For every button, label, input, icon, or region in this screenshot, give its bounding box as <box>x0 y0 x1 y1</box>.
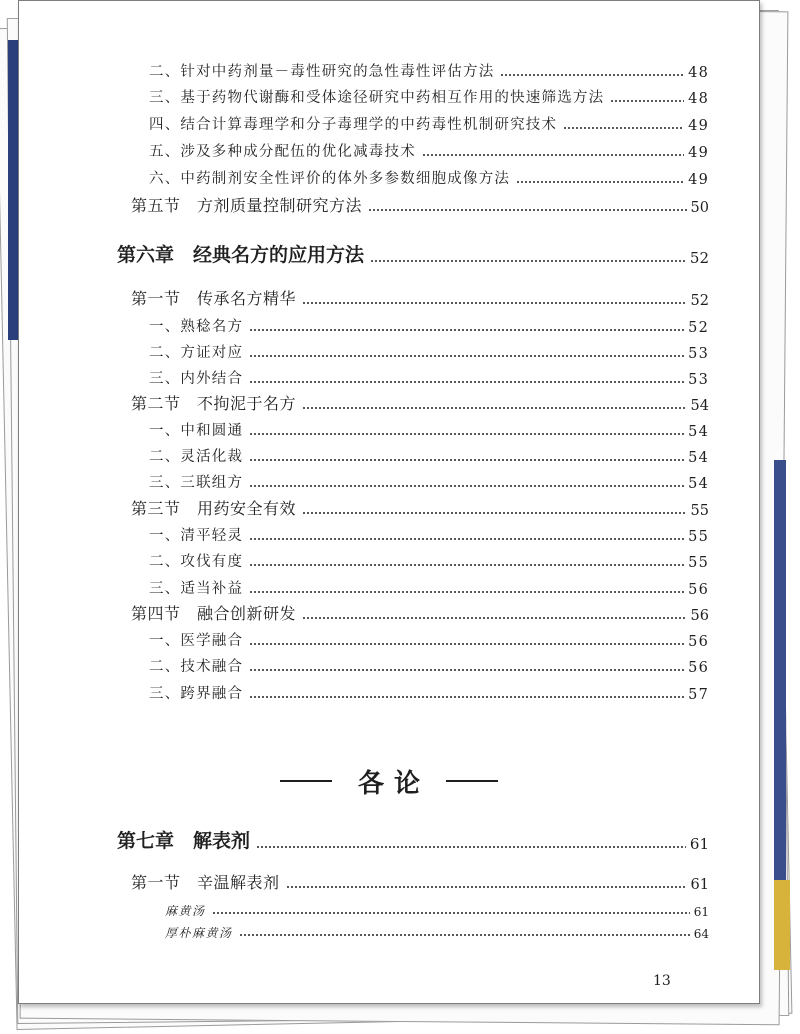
toc-entry[interactable] <box>149 572 709 598</box>
toc-entry-page: 54 <box>688 424 709 440</box>
part-heading-text: 各论 <box>357 768 430 799</box>
leader-dots <box>516 181 684 183</box>
toc-entry-page: 54 <box>688 450 709 466</box>
toc-entry-title: 一、医学融合 <box>149 633 244 649</box>
toc-entry-page: 54 <box>688 476 709 492</box>
toc-entry-title: 三、跨界融合 <box>149 686 244 702</box>
leader-dots <box>249 696 684 698</box>
leader-dots <box>212 912 690 914</box>
toc-entry[interactable] <box>149 650 709 676</box>
leader-dots <box>256 846 686 848</box>
toc-entry-page: 56 <box>688 660 709 676</box>
toc-entry-page: 49 <box>688 118 709 134</box>
toc-entry[interactable] <box>149 414 709 440</box>
page-number: 13 <box>653 973 671 989</box>
leader-dots <box>249 564 684 566</box>
toc-entry-page: 52 <box>688 320 709 336</box>
leader-dots <box>249 459 684 461</box>
leader-dots <box>249 643 684 645</box>
toc-entry-page: 56 <box>688 582 709 598</box>
toc-entry-page: 48 <box>688 91 709 107</box>
toc-formula-page: 64 <box>693 927 709 941</box>
leader-dots <box>286 886 687 888</box>
toc-entry-title: 二、技术融合 <box>149 659 244 675</box>
toc-entry[interactable] <box>149 624 709 650</box>
toc-section-page: 61 <box>690 877 709 893</box>
toc-entry-title: 一、中和圆通 <box>149 423 244 439</box>
leader-dots <box>500 74 684 76</box>
leader-dots <box>610 100 684 102</box>
leader-dots <box>249 433 684 435</box>
leader-dots <box>249 669 684 671</box>
leader-dots <box>249 381 684 383</box>
toc-entry[interactable] <box>149 362 709 388</box>
toc-chapter-page: 61 <box>689 835 709 853</box>
toc-entry-title: 一、熟稔名方 <box>149 319 244 335</box>
leader-dots <box>422 154 684 156</box>
toc-entry-page: 49 <box>688 172 709 188</box>
toc-entry-title: 三、内外结合 <box>149 371 244 387</box>
toc-section-title: 第三节 用药安全有效 <box>131 499 297 518</box>
toc-entry-page: 48 <box>688 65 709 81</box>
toc-section-page: 50 <box>690 200 709 216</box>
toc-formula-title: 麻黄汤 <box>165 904 206 918</box>
toc-entry-title: 三、适当补益 <box>149 581 244 597</box>
toc-chapter[interactable] <box>117 241 709 267</box>
toc-entry-page: 57 <box>688 687 709 703</box>
leader-dots <box>239 934 690 936</box>
part-heading <box>19 763 759 799</box>
toc-entry-page: 55 <box>688 555 709 571</box>
toc-entry[interactable] <box>149 81 709 107</box>
toc-entry-title: 二、攻伐有度 <box>149 554 244 570</box>
toc-entry-page: 53 <box>688 346 709 362</box>
toc-entry-title: 二、灵活化裁 <box>149 449 244 465</box>
leader-dots <box>370 260 686 262</box>
toc-section-title: 第一节 辛温解表剂 <box>131 873 280 892</box>
leader-dots <box>368 209 687 211</box>
toc-section[interactable] <box>131 190 709 216</box>
toc-entry-title: 一、清平轻灵 <box>149 528 244 544</box>
toc-entry[interactable] <box>149 336 709 362</box>
toc-entry[interactable] <box>149 310 709 336</box>
toc-formula[interactable] <box>165 915 709 941</box>
toc-entry[interactable] <box>149 545 709 571</box>
toc-entry[interactable] <box>149 466 709 492</box>
leader-dots <box>249 329 684 331</box>
toc-section[interactable] <box>131 493 709 519</box>
toc-section[interactable] <box>131 388 709 414</box>
toc-entry-page: 56 <box>688 634 709 650</box>
toc-entry-title: 三、三联组方 <box>149 475 244 491</box>
leader-dots <box>249 538 684 540</box>
leader-dots <box>302 512 687 514</box>
toc-entry[interactable] <box>149 519 709 545</box>
toc-section-page: 52 <box>690 293 709 309</box>
toc-formula-title: 厚朴麻黄汤 <box>165 926 233 940</box>
toc-page <box>18 0 760 1004</box>
toc-section-title: 第一节 传承名方精华 <box>131 289 297 308</box>
toc-formula-page: 61 <box>693 905 709 919</box>
leader-dots <box>302 302 687 304</box>
toc-entry-title: 三、基于药物代谢酶和受体途径研究中药相互作用的快速筛选方法 <box>149 90 605 106</box>
toc-entry-page: 55 <box>688 529 709 545</box>
leader-dots <box>249 591 684 593</box>
toc-entry[interactable] <box>149 677 709 703</box>
toc-entry-title: 二、方证对应 <box>149 345 244 361</box>
toc-section[interactable] <box>131 598 709 624</box>
toc-section-page: 56 <box>690 608 709 624</box>
heading-rule-right <box>446 780 498 782</box>
toc-section-page: 54 <box>690 398 709 414</box>
toc-section-title: 第四节 融合创新研发 <box>131 604 297 623</box>
toc-chapter-page: 52 <box>689 249 709 267</box>
leader-dots <box>249 355 684 357</box>
toc-chapter[interactable] <box>117 827 709 853</box>
toc-entry-title: 五、涉及多种成分配伍的优化减毒技术 <box>149 144 416 160</box>
toc-entry-title: 二、针对中药剂量－毒性研究的急性毒性评估方法 <box>149 64 495 80</box>
leader-dots <box>249 485 684 487</box>
toc-section[interactable] <box>131 283 709 309</box>
leader-dots <box>302 617 687 619</box>
toc-entry[interactable] <box>149 108 709 134</box>
toc-entry-page: 49 <box>688 145 709 161</box>
toc-section[interactable] <box>131 867 709 893</box>
toc-section-title: 第二节 不拘泥于名方 <box>131 394 297 413</box>
toc-entry[interactable] <box>149 55 709 81</box>
toc-entry[interactable] <box>149 440 709 466</box>
toc-section-title: 第五节 方剂质量控制研究方法 <box>131 196 363 215</box>
toc-entry-title: 四、结合计算毒理学和分子毒理学的中药毒性机制研究技术 <box>149 117 558 133</box>
toc-entry-title: 六、中药制剂安全性评价的体外多参数细胞成像方法 <box>149 171 511 187</box>
toc-entry[interactable] <box>149 135 709 161</box>
toc-chapter-title: 第七章 解表剂 <box>117 830 251 852</box>
book-edge <box>774 880 790 970</box>
heading-rule-left <box>280 780 332 782</box>
toc-entry[interactable] <box>149 162 709 188</box>
toc-section-page: 55 <box>690 503 709 519</box>
toc-entry-page: 53 <box>688 372 709 388</box>
leader-dots <box>302 407 687 409</box>
toc-chapter-title: 第六章 经典名方的应用方法 <box>117 244 365 266</box>
leader-dots <box>563 127 684 129</box>
